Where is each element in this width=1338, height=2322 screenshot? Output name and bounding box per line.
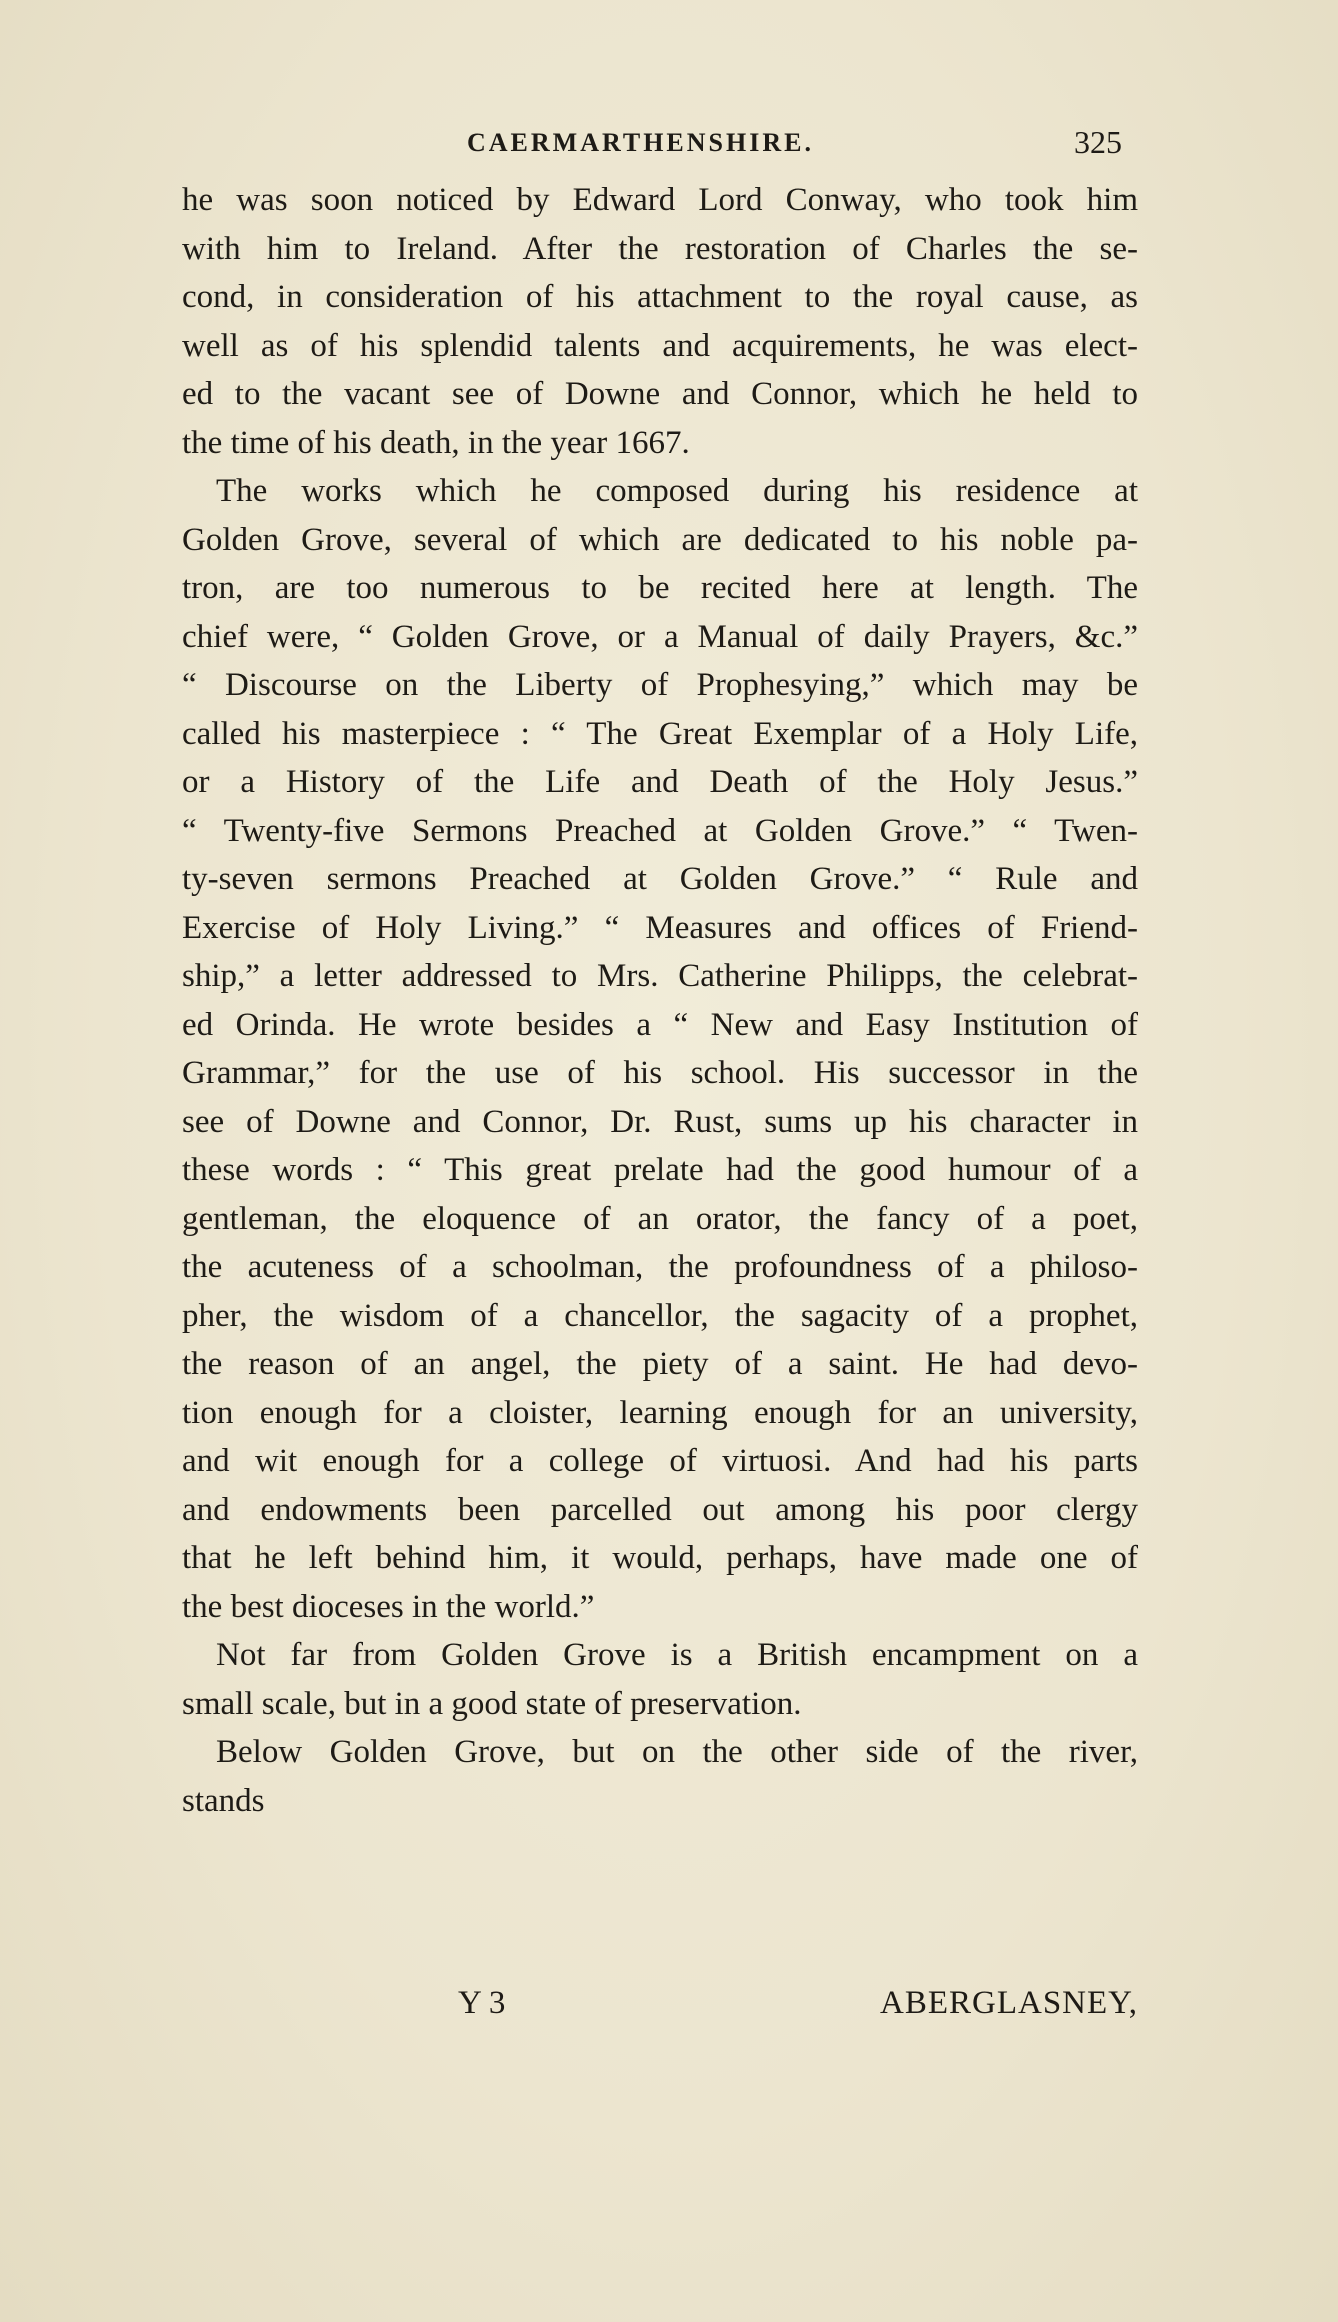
text-line: The works which he composed during his residence at xyxy=(216,473,1138,509)
page-footer xyxy=(182,1985,1138,2035)
text-line: ship,” a letter addressed to Mrs. Catherine Philipps, the celebrat- xyxy=(182,958,1138,994)
body-text xyxy=(182,176,1138,1825)
text-line: tron, are too numerous to be recited here at length. The xyxy=(182,570,1138,606)
signature-mark: Y 3 xyxy=(458,1985,506,2021)
text-line: see of Downe and Connor, Dr. Rust, sums up his character in xyxy=(182,1103,1138,1140)
page-number: 325 xyxy=(1074,124,1122,160)
text-line: and endowments been parcelled out among his poor clergy xyxy=(182,1491,1138,1528)
text-line: Golden Grove, several of which are dedicated to his noble pa- xyxy=(182,521,1138,558)
catchword: ABERGLASNEY, xyxy=(879,1985,1138,2021)
text-line: “ Twenty-five Sermons Preached at Golden Grove.” “ Twen- xyxy=(182,812,1138,849)
text-line: called his masterpiece : “ The Great Exemplar of a Holy Life, xyxy=(182,715,1138,752)
text-line: these words : “ This great prelate had the good humour of a xyxy=(182,1152,1138,1188)
text-line: the time of his death, in the year 1667. xyxy=(182,424,690,461)
text-line: Exercise of Holy Living.” “ Measures and offices of Friend- xyxy=(182,909,1138,946)
text-line: ty-seven sermons Preached at Golden Grove.” “ Rule and xyxy=(182,861,1138,897)
text-line: the acuteness of a schoolman, the profoundness of a philoso- xyxy=(182,1249,1138,1285)
text-line: Below Golden Grove, but on the other side of the river, xyxy=(216,1734,1138,1770)
text-line: with him to Ireland. After the restoration of Charles the se- xyxy=(182,230,1138,267)
text-line: cond, in consideration of his attachment to the royal cause, as xyxy=(182,279,1138,315)
text-line: he was soon noticed by Edward Lord Conway, who took him xyxy=(182,182,1138,218)
text-line: the reason of an angel, the piety of a saint. He had devo- xyxy=(182,1346,1138,1382)
text-line: well as of his splendid talents and acquirements, he was elect- xyxy=(182,327,1138,364)
text-line: and wit enough for a college of virtuosi. And had his parts xyxy=(182,1443,1138,1479)
text-line: that he left behind him, it would, perhaps, have made one of xyxy=(182,1540,1138,1576)
text-line: small scale, but in a good state of preservation. xyxy=(182,1685,802,1722)
text-line: ed Orinda. He wrote besides a “ New and Easy Institution of xyxy=(182,1006,1138,1043)
text-line: chief were, “ Golden Grove, or a Manual of daily Prayers, &c.” xyxy=(182,618,1138,655)
page-header xyxy=(182,124,1122,168)
text-line: Not far from Golden Grove is a British encampment on a xyxy=(216,1637,1138,1673)
running-title: CAERMARTHENSHIRE. xyxy=(467,128,814,157)
text-line: gentleman, the eloquence of an orator, the fancy of a poet, xyxy=(182,1200,1138,1237)
text-line: stands xyxy=(182,1782,265,1819)
text-line: the best dioceses in the world.” xyxy=(182,1588,595,1625)
text-line: Grammar,” for the use of his school. His successor in the xyxy=(182,1055,1138,1091)
text-line: “ Discourse on the Liberty of Prophesying,” which may be xyxy=(182,667,1138,703)
text-line: pher, the wisdom of a chancellor, the sagacity of a prophet, xyxy=(182,1297,1138,1334)
text-line: or a History of the Life and Death of the Holy Jesus.” xyxy=(182,764,1138,800)
text-line: ed to the vacant see of Downe and Connor, which he held to xyxy=(182,376,1138,412)
text-line: tion enough for a cloister, learning enough for an university, xyxy=(182,1394,1138,1431)
